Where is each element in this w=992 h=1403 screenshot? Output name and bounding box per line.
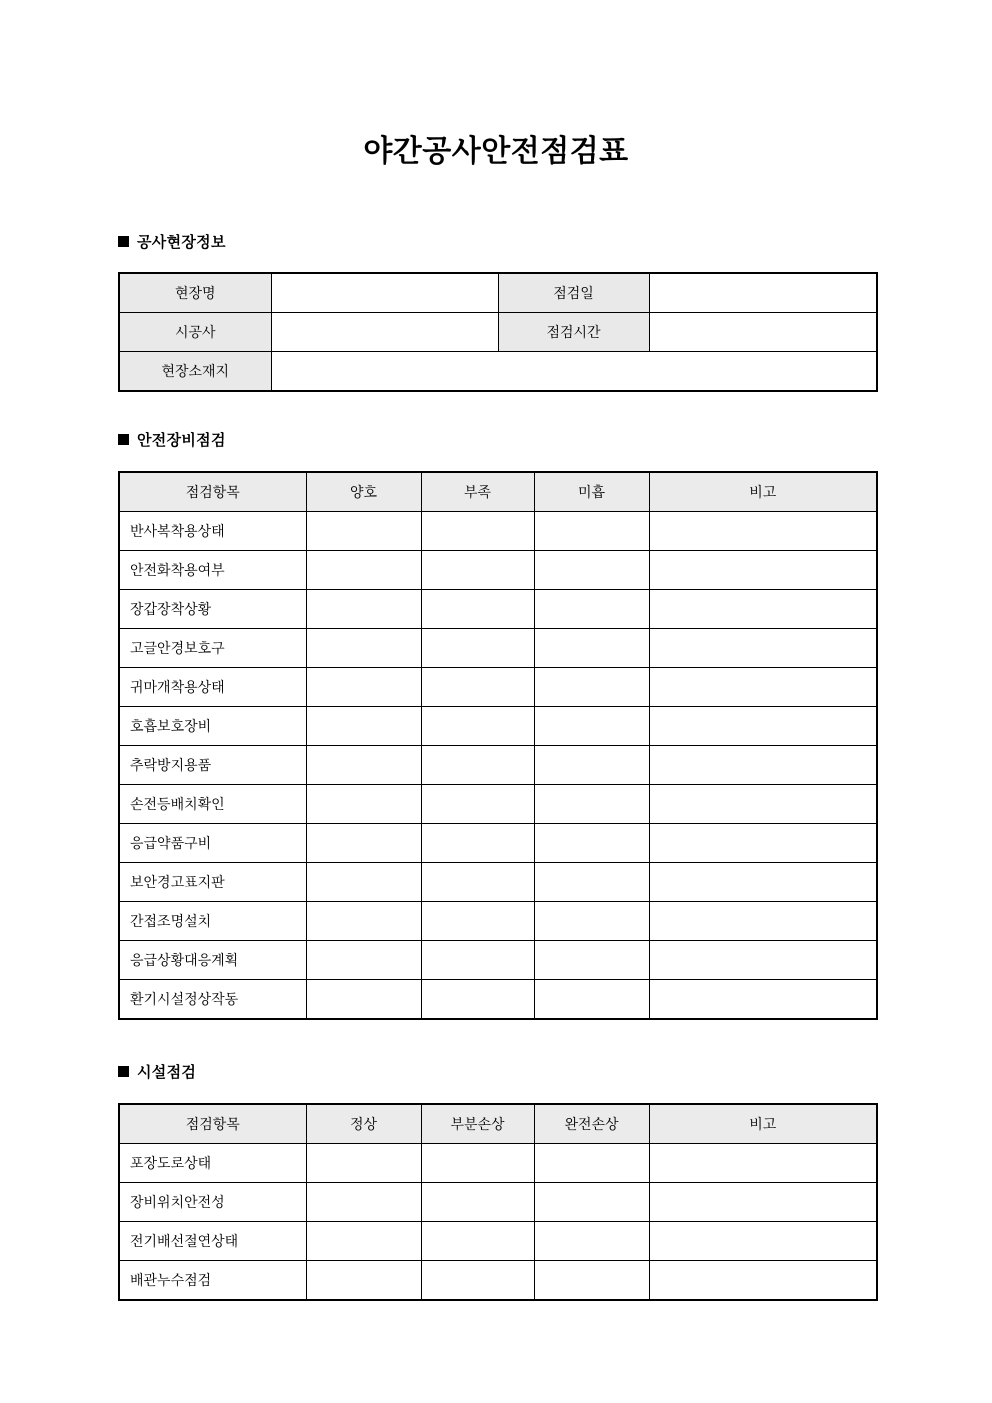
- page-title: 야간공사안전점검표: [363, 135, 629, 168]
- safety-equipment-table-wrap: [118, 471, 876, 1020]
- item-label: 반사복착용상태: [119, 512, 306, 551]
- section-facility-inspection: [118, 1061, 876, 1301]
- checkbox-good[interactable]: [306, 785, 421, 824]
- input-inspection-time[interactable]: [649, 313, 877, 352]
- input-site-address[interactable]: [271, 352, 877, 392]
- checkbox-partial-damage[interactable]: [421, 1144, 534, 1183]
- item-label: 환기시설정상작동: [119, 980, 306, 1020]
- table-row: [119, 707, 877, 746]
- column-header-item: 점검항목: [119, 472, 306, 512]
- item-label: 보안경고표지판: [119, 863, 306, 902]
- checkbox-lacking[interactable]: [421, 668, 534, 707]
- table-row: [119, 941, 877, 980]
- table-row: [119, 1222, 877, 1261]
- input-remarks[interactable]: [649, 1144, 877, 1183]
- input-remarks[interactable]: [649, 1261, 877, 1301]
- item-label: 포장도로상태: [119, 1144, 306, 1183]
- checkbox-good[interactable]: [306, 707, 421, 746]
- checkbox-good[interactable]: [306, 551, 421, 590]
- table-row: [119, 313, 877, 352]
- checkbox-full-damage[interactable]: [534, 1222, 649, 1261]
- input-remarks[interactable]: [649, 902, 877, 941]
- table-row: [119, 746, 877, 785]
- checkbox-poor[interactable]: [534, 902, 649, 941]
- input-remarks[interactable]: [649, 785, 877, 824]
- table-row: [119, 824, 877, 863]
- checkbox-poor[interactable]: [534, 629, 649, 668]
- column-header-full-damage: 완전손상: [534, 1104, 649, 1144]
- checkbox-lacking[interactable]: [421, 629, 534, 668]
- checkbox-poor[interactable]: [534, 668, 649, 707]
- checkbox-partial-damage[interactable]: [421, 1222, 534, 1261]
- item-label: 장비위치안전성: [119, 1183, 306, 1222]
- checkbox-good[interactable]: [306, 746, 421, 785]
- column-header-remarks: 비고: [649, 1104, 877, 1144]
- checkbox-lacking[interactable]: [421, 551, 534, 590]
- item-label: 응급상황대응계획: [119, 941, 306, 980]
- filled-square-bullet-icon: [118, 434, 129, 445]
- checkbox-full-damage[interactable]: [534, 1261, 649, 1301]
- table-row: [119, 863, 877, 902]
- checkbox-poor[interactable]: [534, 707, 649, 746]
- filled-square-bullet-icon: [118, 236, 129, 247]
- input-site-name[interactable]: [271, 273, 498, 313]
- section-heading-label: 안전장비점검: [137, 432, 226, 449]
- input-remarks[interactable]: [649, 668, 877, 707]
- checkbox-lacking[interactable]: [421, 941, 534, 980]
- checkbox-good[interactable]: [306, 629, 421, 668]
- label-inspection-time: 점검시간: [498, 313, 649, 352]
- table-row: [119, 273, 877, 313]
- label-contractor: 시공사: [119, 313, 271, 352]
- table-row: [119, 629, 877, 668]
- item-label: 호흡보호장비: [119, 707, 306, 746]
- section-heading-safety-equipment: [118, 429, 876, 450]
- checkbox-lacking[interactable]: [421, 590, 534, 629]
- checkbox-poor[interactable]: [534, 746, 649, 785]
- checkbox-lacking[interactable]: [421, 863, 534, 902]
- checkbox-poor[interactable]: [534, 824, 649, 863]
- checkbox-good[interactable]: [306, 668, 421, 707]
- item-label: 배관누수점검: [119, 1261, 306, 1301]
- section-safety-equipment: [118, 429, 876, 1020]
- table-row: [119, 352, 877, 392]
- input-remarks[interactable]: [649, 1222, 877, 1261]
- checkbox-lacking[interactable]: [421, 902, 534, 941]
- column-header-remarks: 비고: [649, 472, 877, 512]
- checkbox-lacking[interactable]: [421, 746, 534, 785]
- table-header-row: [119, 1104, 877, 1144]
- input-remarks[interactable]: [649, 824, 877, 863]
- item-label: 응급약품구비: [119, 824, 306, 863]
- table-row: [119, 590, 877, 629]
- section-site-info: [118, 231, 876, 392]
- table-row: [119, 1183, 877, 1222]
- checkbox-normal[interactable]: [306, 1261, 421, 1301]
- checkbox-poor[interactable]: [534, 980, 649, 1020]
- checkbox-partial-damage[interactable]: [421, 1261, 534, 1301]
- checkbox-partial-damage[interactable]: [421, 1183, 534, 1222]
- checkbox-full-damage[interactable]: [534, 1183, 649, 1222]
- checkbox-good[interactable]: [306, 863, 421, 902]
- checkbox-normal[interactable]: [306, 1183, 421, 1222]
- checkbox-lacking[interactable]: [421, 980, 534, 1020]
- checkbox-poor[interactable]: [534, 785, 649, 824]
- input-remarks[interactable]: [649, 707, 877, 746]
- item-label: 안전화착용여부: [119, 551, 306, 590]
- table-row: [119, 980, 877, 1020]
- column-header-item: 점검항목: [119, 1104, 306, 1144]
- checkbox-good[interactable]: [306, 980, 421, 1020]
- column-header-poor: 미흡: [534, 472, 649, 512]
- input-remarks[interactable]: [649, 629, 877, 668]
- table-header-row: [119, 472, 877, 512]
- checkbox-normal[interactable]: [306, 1144, 421, 1183]
- item-label: 귀마개착용상태: [119, 668, 306, 707]
- item-label: 추락방지용품: [119, 746, 306, 785]
- checkbox-full-damage[interactable]: [534, 1144, 649, 1183]
- section-heading-site-info: [118, 231, 876, 252]
- filled-square-bullet-icon: [118, 1066, 129, 1077]
- item-label: 고글안경보호구: [119, 629, 306, 668]
- column-header-normal: 정상: [306, 1104, 421, 1144]
- input-remarks[interactable]: [649, 746, 877, 785]
- checkbox-good[interactable]: [306, 941, 421, 980]
- column-header-partial-damage: 부분손상: [421, 1104, 534, 1144]
- section-heading-label: 시설점검: [137, 1064, 197, 1081]
- label-inspection-date: 점검일: [498, 273, 649, 313]
- label-site-name: 현장명: [119, 273, 271, 313]
- facility-inspection-table-body: [119, 1144, 877, 1301]
- site-info-table: [118, 272, 878, 392]
- input-remarks[interactable]: [649, 980, 877, 1020]
- table-row: [119, 1144, 877, 1183]
- checkbox-lacking[interactable]: [421, 707, 534, 746]
- checkbox-lacking[interactable]: [421, 785, 534, 824]
- table-row: [119, 1261, 877, 1301]
- input-contractor[interactable]: [271, 313, 498, 352]
- facility-inspection-table-wrap: [118, 1103, 876, 1301]
- input-remarks[interactable]: [649, 512, 877, 551]
- label-site-address: 현장소재지: [119, 352, 271, 392]
- checkbox-lacking[interactable]: [421, 512, 534, 551]
- table-row: [119, 512, 877, 551]
- table-row: [119, 785, 877, 824]
- column-header-good: 양호: [306, 472, 421, 512]
- checkbox-lacking[interactable]: [421, 824, 534, 863]
- section-heading-facility-inspection: [118, 1061, 876, 1082]
- section-heading-label: 공사현장정보: [137, 234, 226, 251]
- site-info-table-wrap: [118, 272, 876, 392]
- input-remarks[interactable]: [649, 1183, 877, 1222]
- input-remarks[interactable]: [649, 863, 877, 902]
- safety-equipment-table: [118, 471, 878, 1020]
- checkbox-good[interactable]: [306, 902, 421, 941]
- checkbox-poor[interactable]: [534, 941, 649, 980]
- input-remarks[interactable]: [649, 590, 877, 629]
- checkbox-poor[interactable]: [534, 590, 649, 629]
- facility-inspection-table: [118, 1103, 878, 1301]
- table-row: [119, 902, 877, 941]
- column-header-lacking: 부족: [421, 472, 534, 512]
- item-label: 손전등배치확인: [119, 785, 306, 824]
- input-inspection-date[interactable]: [649, 273, 877, 313]
- checkbox-poor[interactable]: [534, 863, 649, 902]
- safety-equipment-table-body: [119, 512, 877, 1020]
- table-row: [119, 668, 877, 707]
- checkbox-good[interactable]: [306, 512, 421, 551]
- input-remarks[interactable]: [649, 941, 877, 980]
- checkbox-good[interactable]: [306, 590, 421, 629]
- item-label: 장갑장착상황: [119, 590, 306, 629]
- table-row: [119, 551, 877, 590]
- checkbox-normal[interactable]: [306, 1222, 421, 1261]
- item-label: 전기배선절연상태: [119, 1222, 306, 1261]
- checkbox-poor[interactable]: [534, 551, 649, 590]
- checkbox-good[interactable]: [306, 824, 421, 863]
- checkbox-poor[interactable]: [534, 512, 649, 551]
- input-remarks[interactable]: [649, 551, 877, 590]
- item-label: 간접조명설치: [119, 902, 306, 941]
